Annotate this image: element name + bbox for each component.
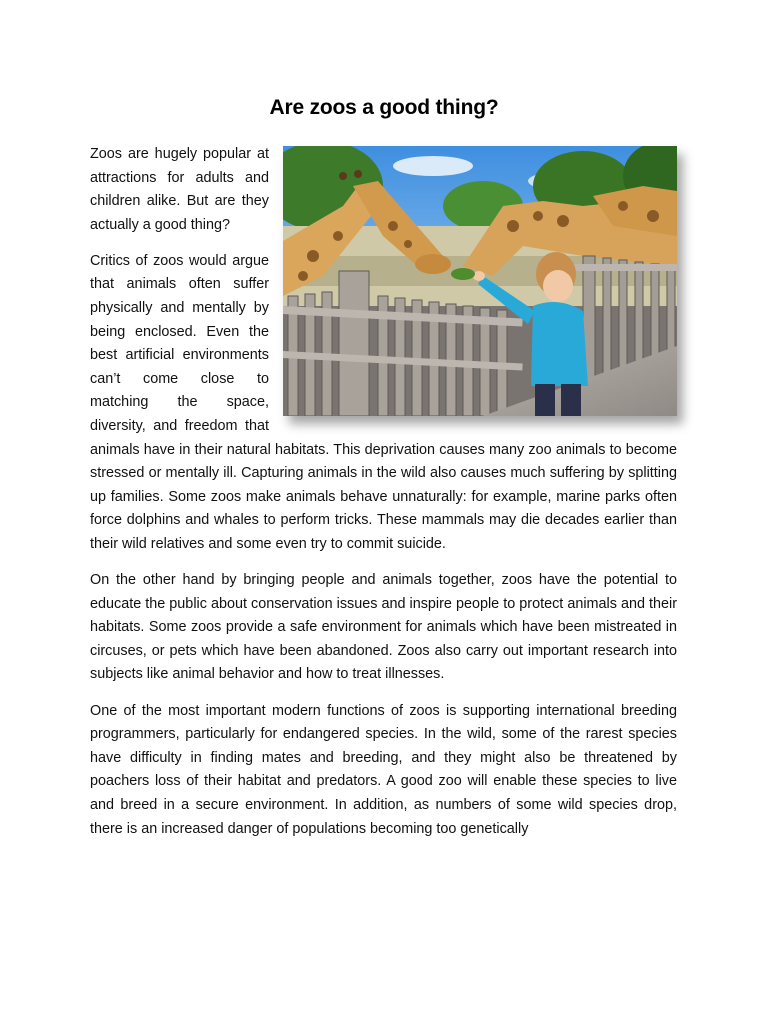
paragraph-critics: Critics of zoos would argue that animals often suffer physically and mentally by being enclosed. Even the best artificial environments can’t come close to matching the space, diversity, and freedom that animals have in their natural habitats. This deprivation causes many zoo animals to become stressed or mentally ill. Capturing animals in the wild also causes much suffering by splitting up families. Some zoos make animals behave unnaturally: for example, marine parks often force dolphins and whales to perform tricks. These mammals may die decades earlier than their wild relatives and some even try to commit suicide.: [90, 252, 677, 552]
document-title: Are zoos a good thing?: [269, 96, 499, 119]
paragraph-benefits: On the other hand by bringing people and animals together, zoos have the potential to educate the public about conservation issues and inspire people to protect animals and their habitats. Some zoos provide a safe environment for animals which have been mistreated in circuses, or pets which have been abandoned. Zoos also carry out important research into subjects like animal behavior and how to treat illnesses.: [90, 572, 677, 683]
document-body: [90, 143, 677, 854]
paragraph-intro: Zoos are hugely popular at attractions for adults and children alike. But are they actually a good thing?: [90, 146, 269, 233]
zoo-photo: [283, 146, 677, 416]
paragraph-breeding: One of the most important modern functions of zoos is supporting international breeding programmers, particularly for endangered species. In the wild, some of the rarest species have difficulty in finding mates and breeding, and they might also be threatened by poachers loss of their habitat and predators. A good zoo will enable these species to live and breed in a secure environment. In addition, as numbers of some wild species drop, there is an increased danger of populations becoming too genetically: [90, 702, 677, 837]
giraffe-feeding-photo: [283, 146, 677, 416]
